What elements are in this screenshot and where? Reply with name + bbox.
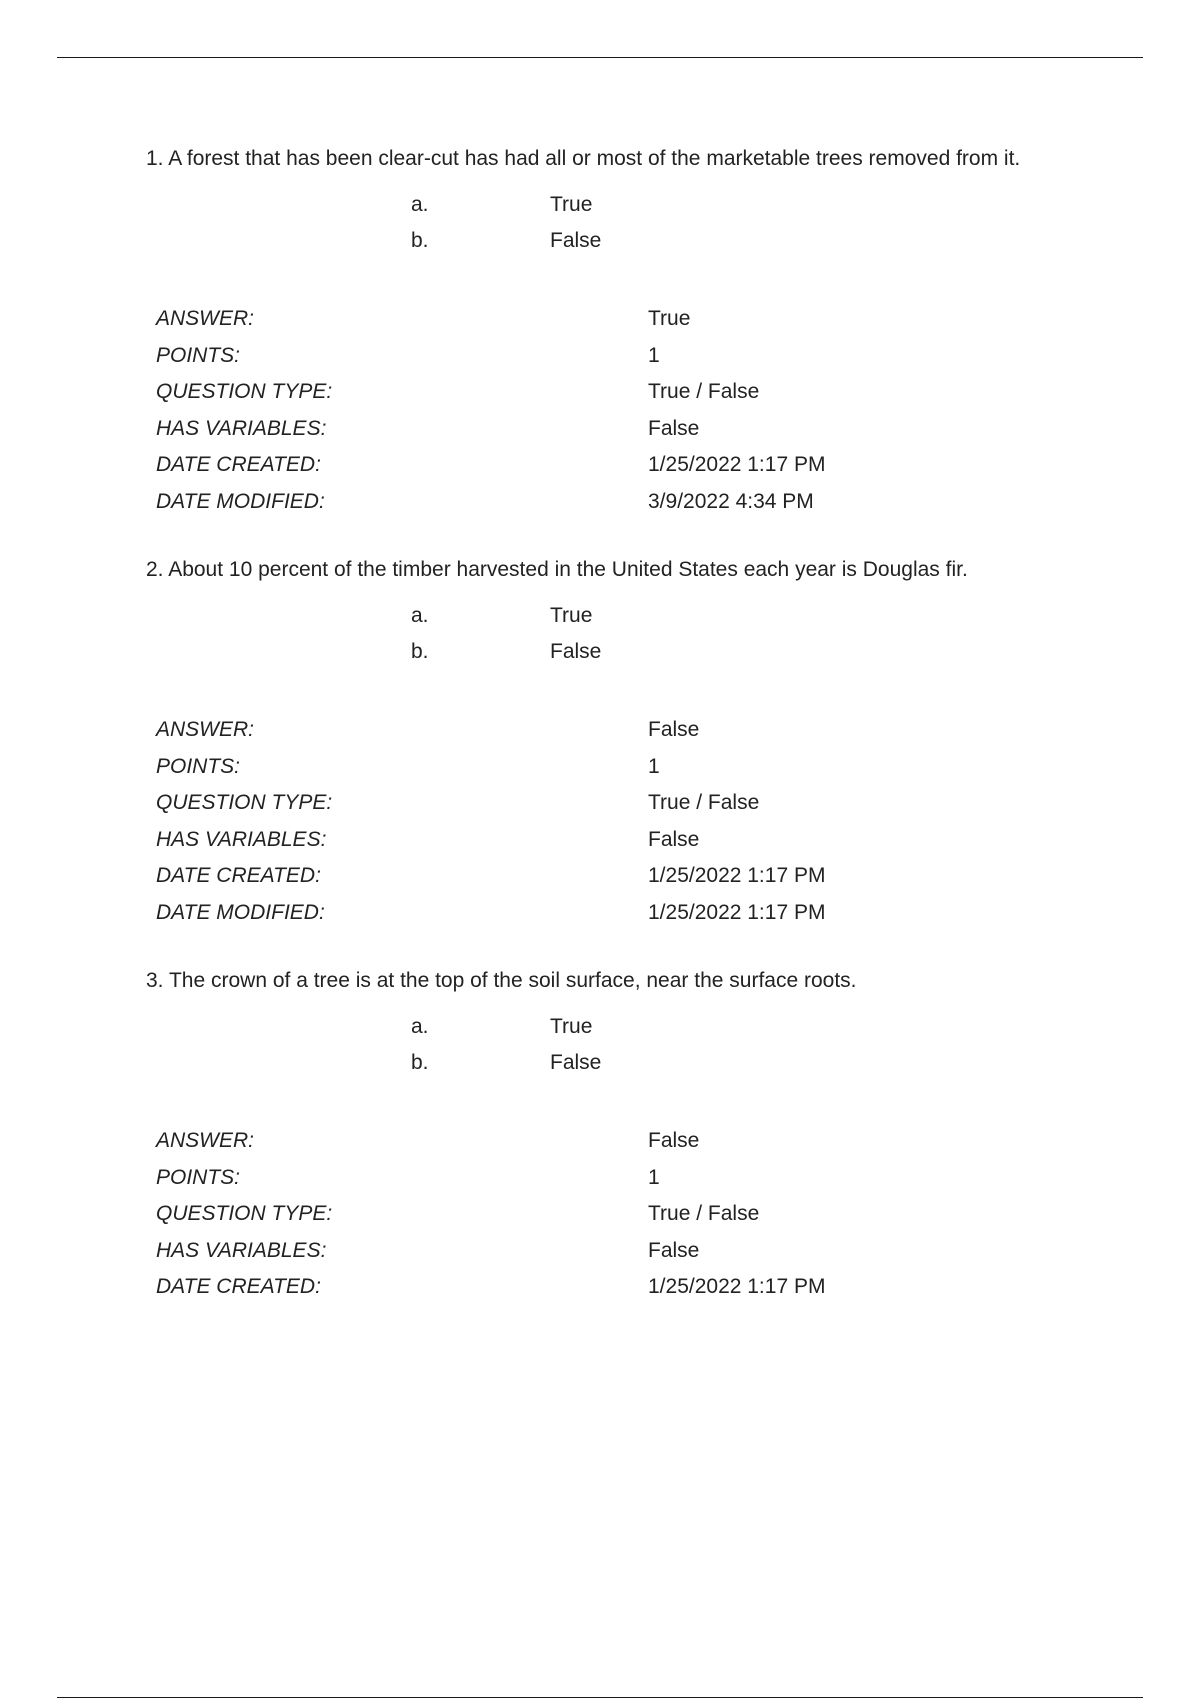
meta-value: False: [648, 416, 700, 440]
choice-a: [411, 1009, 1066, 1045]
answer-choices: [411, 187, 1066, 259]
question-metadata: [156, 301, 1066, 520]
meta-value: 1: [648, 1165, 660, 1189]
meta-value: 1/25/2022 1:17 PM: [648, 1275, 826, 1299]
question-metadata: [156, 712, 1066, 931]
meta-key: DATE CREATED:: [156, 864, 321, 888]
meta-key: ANSWER:: [156, 718, 255, 742]
choice-a: [411, 187, 1066, 223]
answer-choices: [411, 598, 1066, 670]
answer-choices: [411, 1009, 1066, 1081]
meta-value: True / False: [648, 791, 760, 815]
question-text: 3. The crown of a tree is at the top of the soil surface, near the surface roots.: [146, 969, 857, 992]
choice-label: True: [550, 604, 593, 627]
meta-key: POINTS:: [156, 754, 241, 778]
meta-value: False: [648, 1129, 700, 1153]
question-3: [146, 967, 1066, 1306]
choice-a: [411, 598, 1066, 634]
meta-key: DATE CREATED:: [156, 453, 321, 477]
choice-letter: b.: [411, 640, 429, 663]
question-1: [146, 145, 1066, 520]
meta-value: 3/9/2022 4:34 PM: [648, 489, 814, 513]
choice-letter: b.: [411, 229, 429, 252]
meta-value: 1/25/2022 1:17 PM: [648, 864, 826, 888]
meta-value: 1: [648, 754, 660, 778]
meta-key: QUESTION TYPE:: [156, 791, 333, 815]
meta-date-created: [156, 858, 1066, 895]
meta-date-modified: [156, 895, 1066, 932]
meta-answer: [156, 1123, 1066, 1160]
meta-value: False: [648, 718, 700, 742]
meta-key: HAS VARIABLES:: [156, 416, 327, 440]
meta-points: [156, 1160, 1066, 1197]
choice-label: True: [550, 1015, 593, 1038]
meta-question-type: [156, 1196, 1066, 1233]
choice-label: False: [550, 640, 602, 663]
choice-b: [411, 634, 1066, 670]
choice-letter: a.: [411, 604, 429, 627]
meta-answer: [156, 301, 1066, 338]
question-text: 1. A forest that has been clear-cut has had all or most of the marketable trees removed from it.: [146, 147, 1021, 170]
choice-letter: a.: [411, 1015, 429, 1038]
choice-letter: b.: [411, 1051, 429, 1074]
choice-letter: a.: [411, 193, 429, 216]
meta-key: POINTS:: [156, 1165, 241, 1189]
choice-label: False: [550, 1051, 602, 1074]
question-text: 2. About 10 percent of the timber harvested in the United States each year is Douglas fir.: [146, 558, 968, 581]
meta-key: QUESTION TYPE:: [156, 1202, 333, 1226]
top-rule: [57, 57, 1143, 58]
meta-question-type: [156, 374, 1066, 411]
meta-has-variables: [156, 822, 1066, 859]
bottom-rule: [57, 1697, 1143, 1698]
question-2: [146, 556, 1066, 931]
meta-key: DATE CREATED:: [156, 1275, 321, 1299]
meta-date-modified: [156, 484, 1066, 521]
meta-key: DATE MODIFIED:: [156, 900, 325, 924]
meta-value: 1: [648, 343, 660, 367]
meta-key: HAS VARIABLES:: [156, 827, 327, 851]
choice-b: [411, 223, 1066, 259]
question-metadata: [156, 1123, 1066, 1306]
choice-label: False: [550, 229, 602, 252]
meta-key: POINTS:: [156, 343, 241, 367]
meta-points: [156, 338, 1066, 375]
choice-b: [411, 1045, 1066, 1081]
meta-key: HAS VARIABLES:: [156, 1238, 327, 1262]
meta-date-created: [156, 1269, 1066, 1306]
meta-key: ANSWER:: [156, 1129, 255, 1153]
meta-value: 1/25/2022 1:17 PM: [648, 453, 826, 477]
meta-question-type: [156, 785, 1066, 822]
meta-has-variables: [156, 1233, 1066, 1270]
meta-points: [156, 749, 1066, 786]
choice-label: True: [550, 193, 593, 216]
meta-value: True / False: [648, 1202, 760, 1226]
meta-value: False: [648, 827, 700, 851]
meta-value: 1/25/2022 1:17 PM: [648, 900, 826, 924]
question-list: [146, 145, 1066, 1306]
meta-value: True / False: [648, 380, 760, 404]
meta-has-variables: [156, 411, 1066, 448]
meta-key: ANSWER:: [156, 307, 255, 331]
meta-date-created: [156, 447, 1066, 484]
meta-answer: [156, 712, 1066, 749]
meta-value: True: [648, 307, 691, 331]
meta-value: False: [648, 1238, 700, 1262]
meta-key: QUESTION TYPE:: [156, 380, 333, 404]
meta-key: DATE MODIFIED:: [156, 489, 325, 513]
